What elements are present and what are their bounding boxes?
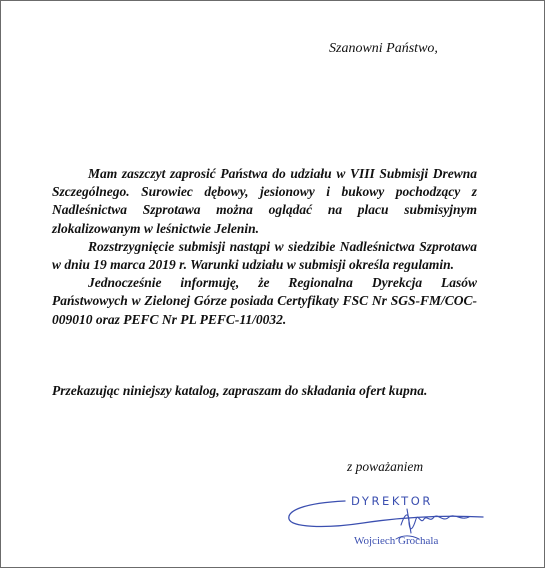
stamp-title: DYREKTOR bbox=[351, 494, 434, 508]
letter-regards: z poważaniem bbox=[347, 459, 424, 474]
paragraph-certificates: Jednocześnie informuję, że Regionalna Dyrekcja Lasów Państwowych w Zielonej Górze posiada Certyfikaty FSC Nr SGS-FM/COC-009010 oraz PEFC Nr PL PEFC-11/0032. bbox=[52, 275, 477, 327]
letter-greeting: Szanowni Państwo, bbox=[329, 41, 438, 56]
paragraph-resolution: Rozstrzygnięcie submisji nastąpi w siedzibie Nadleśnictwa Szprotawa w dniu 19 marca 2019 r. Warunki udziału w submisji określa regulamin. bbox=[52, 238, 477, 273]
signature-stamp bbox=[283, 489, 493, 559]
paragraph-invitation: Mam zaszczyt zaprosić Państwa do udziału w VIII Submisji Drewna Szczególnego. Surowiec dębowy, jesionowy i bukowy pochodzący z Nadleśnictwa Szprotawa można oglądać na placu submisyjnym zlokalizowanym w leśnictwie Jelenin. bbox=[52, 166, 477, 236]
stamp-name: Wojciech Grochala bbox=[354, 535, 439, 547]
letter-closing-line: Przekazując niniejszy katalog, zapraszam do składania ofert kupna. bbox=[52, 383, 428, 398]
letter-body bbox=[52, 165, 477, 329]
